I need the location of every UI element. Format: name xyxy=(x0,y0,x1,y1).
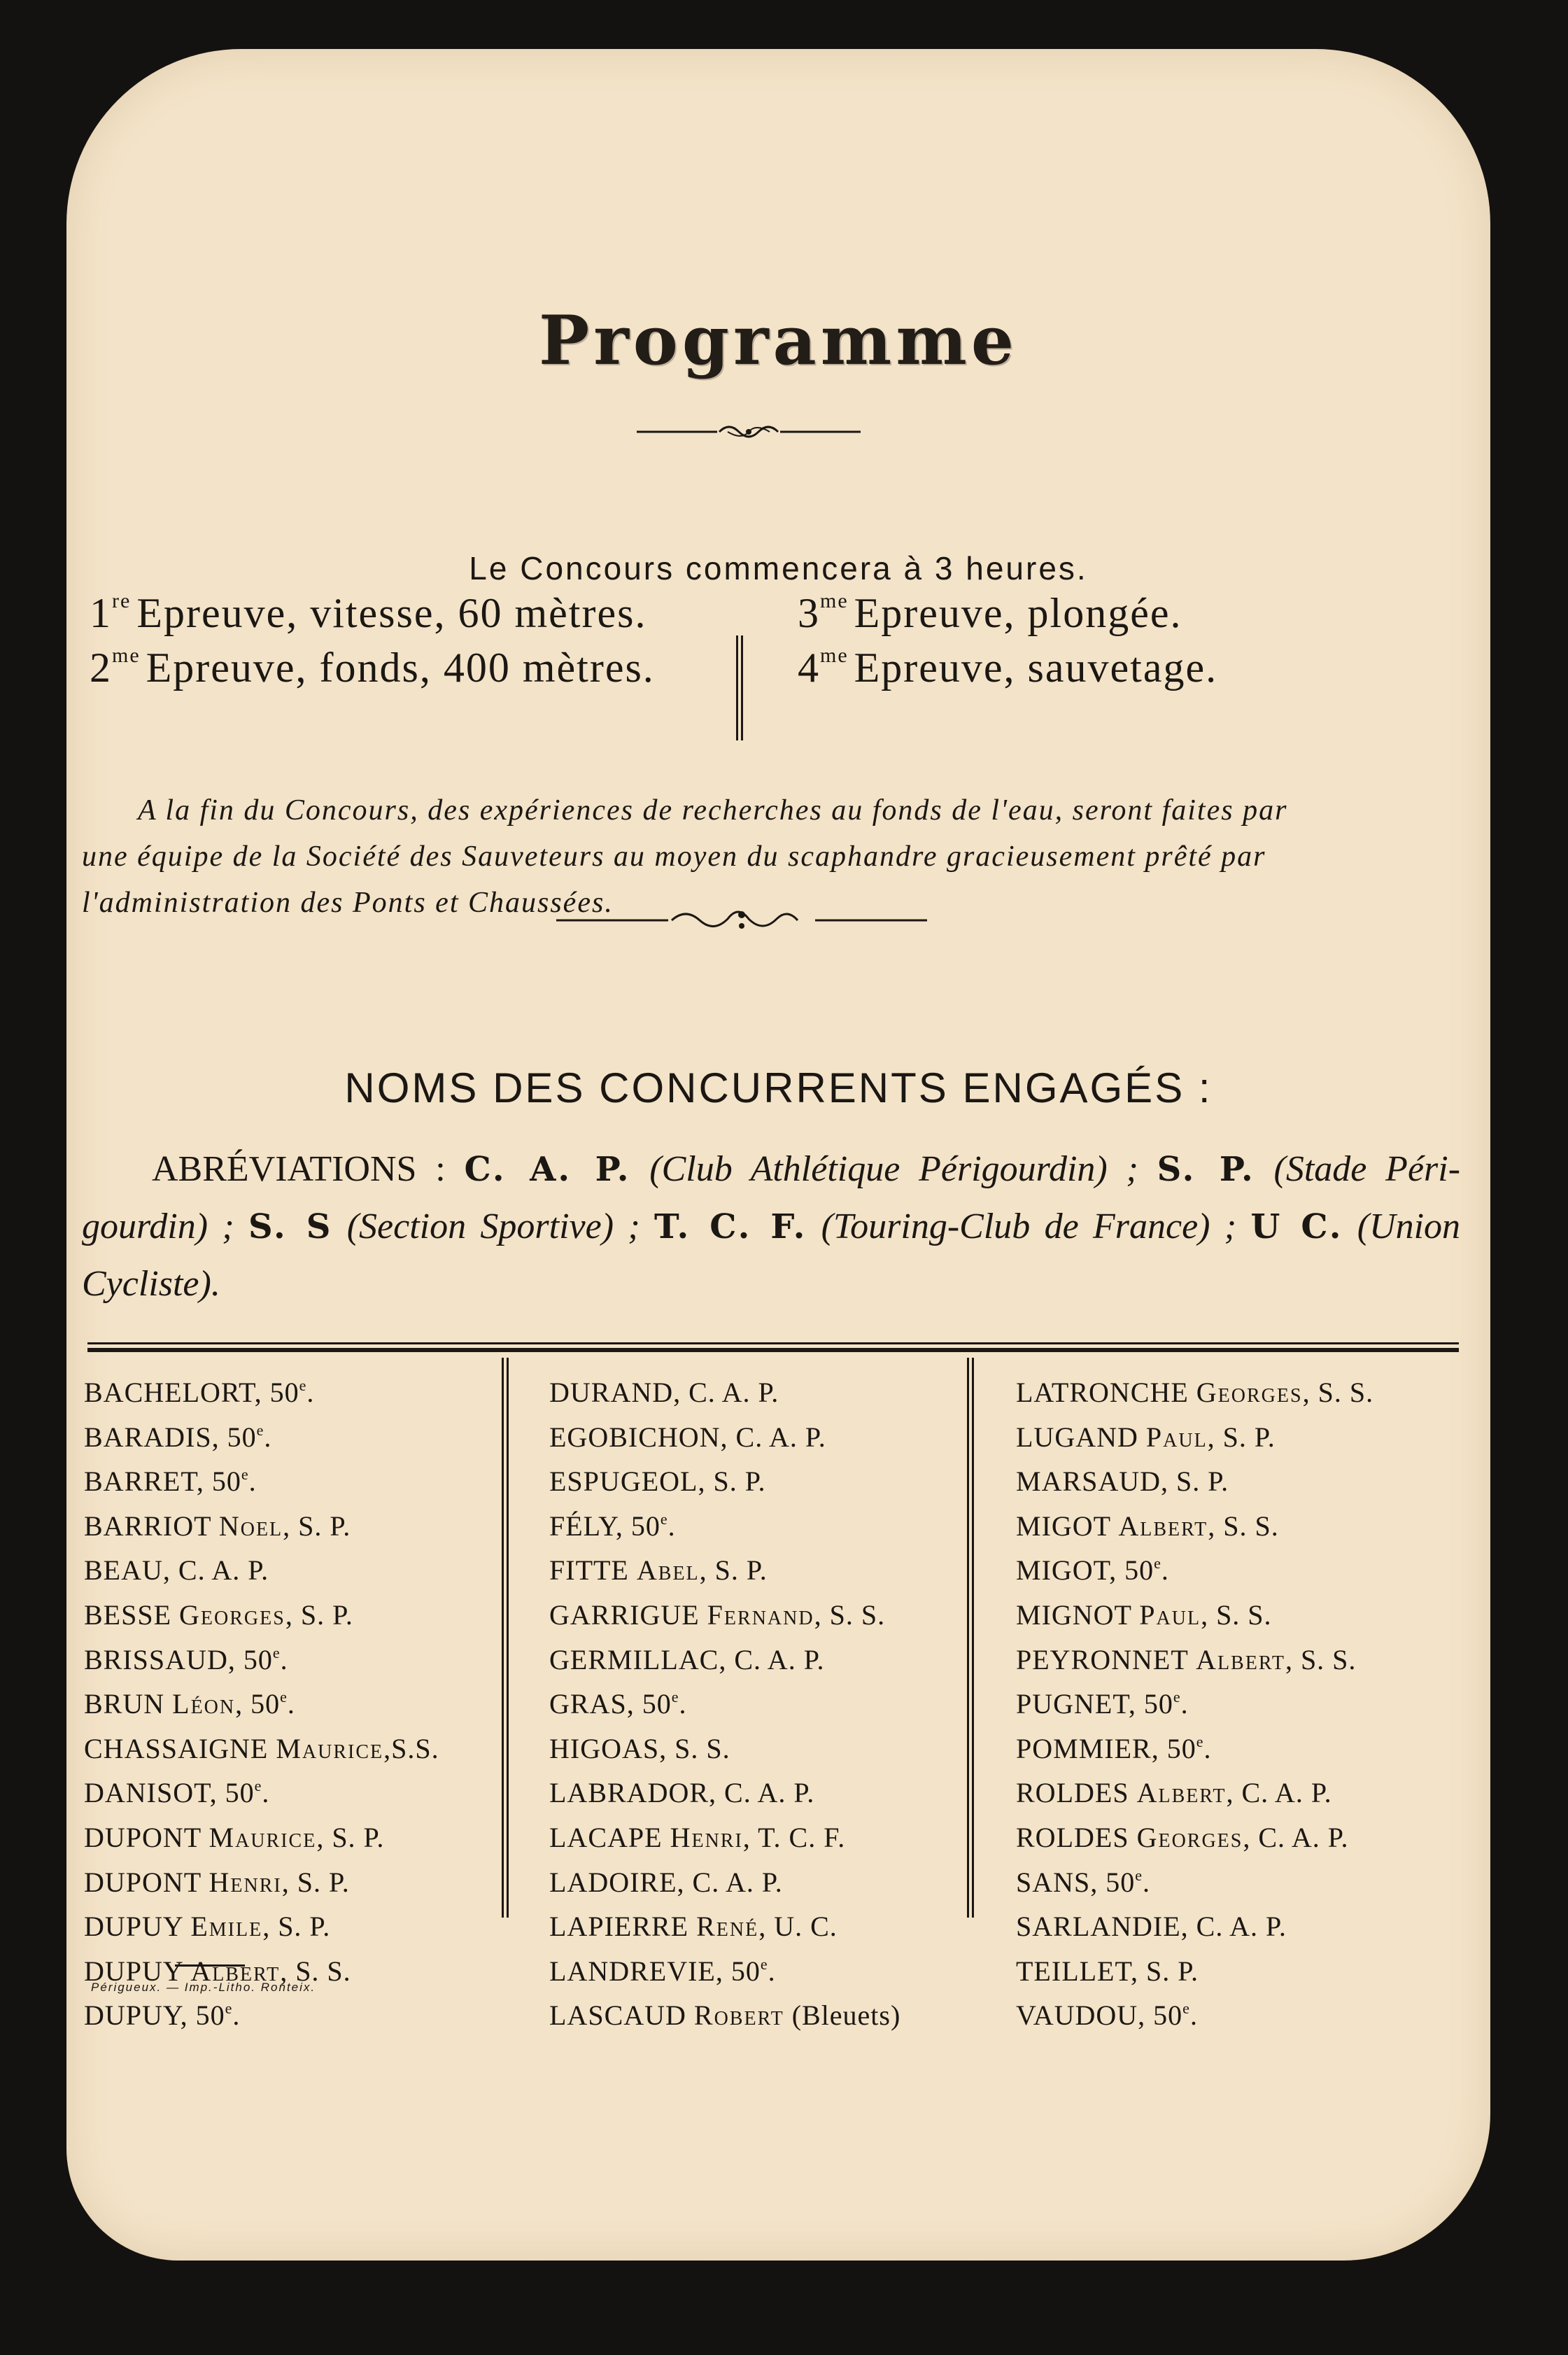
competitor-entry xyxy=(1016,1812,1373,1857)
competitor-entry xyxy=(549,1812,900,1857)
competitors-column-2 xyxy=(549,1367,900,2034)
competitor-club: , C. A. P. xyxy=(1243,1821,1349,1853)
competitor-club: , C. A. P. xyxy=(162,1554,269,1587)
competitor-entry xyxy=(1016,1634,1373,1679)
competitor-entry xyxy=(549,1412,900,1456)
competitor-entry xyxy=(1016,1678,1373,1723)
competitor-club: , C. A. P. xyxy=(1226,1777,1332,1809)
competitor-entry xyxy=(549,1767,900,1812)
competitor-name: BARRET xyxy=(84,1465,197,1498)
competitor-name: PUGNET xyxy=(1016,1688,1129,1720)
event-1: 1re Epreuve, vitesse, 60 mètres. xyxy=(90,589,647,636)
competitor-entry xyxy=(549,1678,900,1723)
competitor-entry xyxy=(84,1545,439,1589)
program-sheet xyxy=(66,49,1490,2261)
competitor-club: , C. A. P. xyxy=(1180,1911,1287,1943)
abbreviations: ABRÉVIATIONS : C. A. P. (Club Athlétique Périgourdin) ; S. P. (Stade Péri- gourdin) ; S. S (Section Sportive) ; T. C. F. (Touring-Club de France) ; U C. (Union Cycliste). xyxy=(82,1149,1461,1304)
competitor-entry xyxy=(549,1456,900,1500)
competitor-entry xyxy=(549,1901,900,1946)
competitor-entry xyxy=(84,1812,439,1857)
column-separator xyxy=(967,1358,974,1918)
competitor-club: , S. P. xyxy=(1130,1955,1199,1987)
competitor-club: , S. P. xyxy=(699,1554,768,1587)
competitor-entry xyxy=(84,1456,439,1500)
competitor-end: . xyxy=(1161,1554,1169,1587)
competitor-name: EGOBICHON xyxy=(549,1421,721,1453)
competitor-first: Fernand xyxy=(707,1598,814,1631)
competitor-club: , S. P. xyxy=(698,1465,766,1498)
competitor-club: ,S.S. xyxy=(383,1732,439,1764)
event-2: $2^{me}$ Epreuve, fonds, 400 mètres. xyxy=(90,644,655,691)
competitor-name: GERMILLAC xyxy=(549,1643,719,1675)
competitor-first: Georges xyxy=(179,1598,285,1631)
competitor-first: Paul xyxy=(1145,1421,1208,1453)
competitor-entry xyxy=(84,1678,439,1723)
competitor-first: Albert xyxy=(1136,1777,1227,1809)
competitor-club: , S. S. xyxy=(814,1598,886,1631)
competitor-end: . xyxy=(1143,1866,1151,1898)
competitor-club: , 50 xyxy=(1151,1732,1196,1764)
competitor-club: , S. P. xyxy=(262,1911,331,1943)
competitor-club: , 50 xyxy=(615,1510,661,1542)
competitor-entry xyxy=(549,1367,900,1412)
competitor-club: , 50 xyxy=(180,1999,225,2032)
competitor-club: , 50 xyxy=(235,1688,281,1720)
competitor-club: , S. S. xyxy=(280,1955,351,1987)
competitor-name: LANDREVIE xyxy=(549,1955,716,1987)
table-top-rule-thick xyxy=(87,1348,1459,1352)
competitor-club: , S. S. xyxy=(1285,1643,1357,1675)
competitor-entry xyxy=(549,1634,900,1679)
competitor-club: , S. P. xyxy=(1207,1421,1276,1453)
competitor-name: DUPONT xyxy=(84,1821,209,1853)
competitor-club: (Bleuets) xyxy=(784,1999,901,2032)
competitor-entry xyxy=(84,1990,439,2034)
competitor-entry xyxy=(84,1634,439,1679)
competitor-club: , C. A. P. xyxy=(720,1421,826,1453)
competitor-name: MARSAUD xyxy=(1016,1465,1161,1498)
competitor-sup: e xyxy=(760,1955,768,1973)
competitor-club: , 50 xyxy=(1128,1688,1173,1720)
competitor-name: LASCAUD xyxy=(549,1999,694,2032)
competitor-name: LACAPE xyxy=(549,1821,670,1853)
competitor-name: VAUDOU xyxy=(1016,1999,1138,2032)
competitor-entry xyxy=(84,1857,439,1901)
competitor-club: , 50 xyxy=(715,1955,761,1987)
competitor-name: MIGOT xyxy=(1016,1554,1110,1587)
competitor-first: René xyxy=(696,1911,759,1943)
competitor-sup: e xyxy=(1154,1554,1161,1573)
competitor-club: , C. A. P. xyxy=(673,1377,779,1408)
competitor-club: , U. C. xyxy=(758,1911,838,1943)
printer-imprint: Périgueux. — Imp.-Litho. Ronteix. xyxy=(91,1981,316,1994)
competitor-name: BRISSAUD xyxy=(84,1643,228,1675)
competitor-name: DUPUY xyxy=(84,1911,191,1943)
competitor-entry xyxy=(1016,1901,1373,1946)
competitor-entry xyxy=(84,1767,439,1812)
competitor-sup: e xyxy=(671,1688,679,1706)
competitor-club: , 50 xyxy=(209,1777,255,1809)
competitor-name: BRUN xyxy=(84,1688,173,1720)
competitor-end: . xyxy=(768,1955,776,1987)
competitor-entry xyxy=(1016,1857,1373,1901)
ornament-divider-icon xyxy=(637,421,861,442)
competitor-sup: e xyxy=(225,1999,233,2018)
competitor-sup: e xyxy=(1196,1732,1204,1750)
competitor-end: . xyxy=(248,1465,257,1498)
competitor-club: , 50 xyxy=(626,1688,672,1720)
competitor-end: . xyxy=(232,1999,241,2032)
competitor-name: FÉLY xyxy=(549,1510,616,1542)
competitor-first: Abel xyxy=(636,1554,700,1587)
event-4: $4^{me}$ Epreuve, sauvetage. xyxy=(798,644,1218,691)
abbrev-label: ABRÉVIATIONS : xyxy=(152,1149,446,1189)
competitor-name: GARRIGUE xyxy=(549,1598,707,1631)
competitor-entry xyxy=(1016,1500,1373,1545)
competitor-entry xyxy=(1016,1412,1373,1456)
footer-rule xyxy=(175,1964,245,1967)
competitor-sup: e xyxy=(254,1777,262,1795)
competitor-club: , S. P. xyxy=(281,1866,350,1898)
competitor-name: DUPONT xyxy=(84,1866,209,1898)
competitor-club: , 50 xyxy=(196,1465,241,1498)
competitor-name: ROLDES xyxy=(1016,1821,1137,1853)
competitor-name: MIGNOT xyxy=(1016,1598,1140,1631)
competitor-entry xyxy=(84,1589,439,1634)
competitor-sup: e xyxy=(256,1421,264,1439)
competitor-name: HIGOAS xyxy=(549,1732,660,1764)
competitor-end: . xyxy=(1203,1732,1212,1764)
competitor-club: , S. S. xyxy=(1208,1510,1279,1542)
events-separator xyxy=(736,635,743,740)
competitor-entry xyxy=(1016,1456,1373,1500)
competitor-sup: e xyxy=(1182,1999,1190,2018)
competitor-name: GRAS xyxy=(549,1688,627,1720)
competitor-entry xyxy=(84,1901,439,1946)
competitor-entry xyxy=(549,1589,900,1634)
competitor-name: DUPUY xyxy=(84,1999,181,2032)
competitor-name: SARLANDIE xyxy=(1016,1911,1181,1943)
competitor-first: Maurice xyxy=(276,1732,384,1764)
competitor-club: , S. P. xyxy=(285,1598,353,1631)
competitor-club: , 50 xyxy=(1138,1999,1183,2032)
competitor-first: Emile xyxy=(190,1911,263,1943)
competitor-sup: e xyxy=(1135,1866,1143,1884)
competitor-name: CHASSAIGNE xyxy=(84,1732,276,1764)
competitor-sup: e xyxy=(272,1643,281,1661)
competitor-entry xyxy=(549,1500,900,1545)
competitor-club: , 50 xyxy=(211,1421,257,1453)
start-time-note: Le Concours commencera à 3 heures. xyxy=(469,550,1088,586)
competitor-club: , S. S. xyxy=(1201,1598,1272,1631)
competitor-first: Georges xyxy=(1196,1377,1303,1408)
competitor-first: Léon xyxy=(172,1688,236,1720)
competitor-sup: e xyxy=(1173,1688,1181,1706)
competitor-club: , S. P. xyxy=(283,1510,351,1542)
ornament-flourish-icon xyxy=(556,906,927,934)
competitor-name: BESSE xyxy=(84,1598,180,1631)
competitor-entry xyxy=(1016,1723,1373,1768)
competitor-end: . xyxy=(264,1421,272,1453)
competitor-name: ROLDES xyxy=(1016,1777,1137,1809)
competitor-club: , 50 xyxy=(1109,1554,1154,1587)
competitor-name: LATRONCHE xyxy=(1016,1377,1196,1408)
competitor-first: Henri xyxy=(670,1821,743,1853)
competitor-name: LAPIERRE xyxy=(549,1911,697,1943)
competitor-first: Georges xyxy=(1136,1821,1243,1853)
page-title: Programme xyxy=(539,301,1018,380)
competitor-club: , C. A. P. xyxy=(719,1643,825,1675)
competitor-first: Henri xyxy=(209,1866,282,1898)
competitor-entry xyxy=(1016,1589,1373,1634)
competitor-first: Albert xyxy=(1196,1643,1285,1675)
competitor-name: DANISOT xyxy=(84,1777,210,1809)
competitor-club: , 50 xyxy=(1090,1866,1136,1898)
competitor-name: SANS xyxy=(1016,1866,1091,1898)
competitor-first: Albert xyxy=(1118,1510,1208,1542)
competitor-name: TEILLET xyxy=(1016,1955,1131,1987)
competitor-entry xyxy=(1016,1990,1373,2034)
competitor-entry xyxy=(549,1946,900,1990)
competitor-club: , 50 xyxy=(254,1377,299,1408)
competitor-end: . xyxy=(1180,1688,1189,1720)
demonstration-note: A la fin du Concours, des expériences de recherches au fonds de l'eau, seront faites par une équipe de la Société des Sauveteurs au moyen du scaphandre gracieusement prêté par l'administration des Ponts et Chaussées. xyxy=(82,794,1288,919)
competitor-name: PEYRONNET xyxy=(1016,1643,1196,1675)
competitor-name: POMMIER xyxy=(1016,1732,1152,1764)
competitor-name: MIGOT xyxy=(1016,1510,1119,1542)
competitor-entry xyxy=(1016,1545,1373,1589)
competitor-name: FITTE xyxy=(549,1554,637,1587)
competitor-end: . xyxy=(262,1777,270,1809)
competitor-name: DURAND xyxy=(549,1377,674,1408)
competitor-name: DUPUY xyxy=(84,1955,191,1987)
competitor-entry xyxy=(549,1857,900,1901)
competitors-heading: NOMS DES CONCURRENTS ENGAGÉS : xyxy=(344,1064,1213,1111)
competitors-column-3 xyxy=(1016,1367,1373,2034)
competitor-sup: e xyxy=(660,1510,668,1528)
competitor-club: , S. S. xyxy=(659,1732,730,1764)
competitor-entry xyxy=(1016,1767,1373,1812)
competitor-sup: e xyxy=(299,1377,307,1394)
competitor-first: Albert xyxy=(190,1955,281,1987)
column-separator xyxy=(502,1358,509,1918)
competitor-entry xyxy=(84,1723,439,1768)
competitor-name: LABRADOR xyxy=(549,1777,709,1809)
competitor-first: Noel xyxy=(218,1510,283,1542)
competitor-club: , T. C. F. xyxy=(742,1821,846,1853)
competitor-entry xyxy=(84,1500,439,1545)
competitor-entry xyxy=(1016,1367,1373,1412)
competitor-entry xyxy=(549,1723,900,1768)
competitors-column-1 xyxy=(84,1367,439,2034)
competitor-entry xyxy=(84,1412,439,1456)
competitor-club: , S. P. xyxy=(1161,1465,1229,1498)
competitor-entry xyxy=(549,1545,900,1589)
competitor-name: LADOIRE xyxy=(549,1866,677,1898)
competitor-club: , S. S. xyxy=(1302,1377,1374,1408)
competitor-entry xyxy=(1016,1946,1373,1990)
competitor-club: , C. A. P. xyxy=(677,1866,783,1898)
competitor-entry xyxy=(84,1367,439,1412)
competitor-club: , S. P. xyxy=(316,1821,385,1853)
competitor-name: BARRIOT xyxy=(84,1510,219,1542)
competitor-end: . xyxy=(679,1688,687,1720)
competitor-sup: e xyxy=(280,1688,288,1706)
competitor-first: Robert xyxy=(693,1999,784,2032)
competitor-name: ESPUGEOL xyxy=(549,1465,698,1498)
competitor-club: , 50 xyxy=(227,1643,273,1675)
competitor-name: LUGAND xyxy=(1016,1421,1146,1453)
table-top-rule xyxy=(87,1342,1459,1344)
competitor-name: BARADIS xyxy=(84,1421,212,1453)
competitor-end: . xyxy=(287,1688,295,1720)
competitor-club: , C. A. P. xyxy=(709,1777,815,1809)
competitor-end: . xyxy=(668,1510,676,1542)
competitor-end: . xyxy=(1189,1999,1198,2032)
competitor-first: Maurice xyxy=(209,1821,317,1853)
competitor-name: BEAU xyxy=(84,1554,163,1587)
competitor-end: . xyxy=(306,1377,315,1408)
competitor-sup: e xyxy=(241,1465,249,1484)
event-3: $3^{me}$ Epreuve, plongée. xyxy=(798,589,1182,636)
competitor-entry xyxy=(549,1990,900,2034)
competitor-first: Paul xyxy=(1139,1598,1201,1631)
competitor-end: . xyxy=(280,1643,288,1675)
competitor-name: BACHELORT xyxy=(84,1377,255,1408)
